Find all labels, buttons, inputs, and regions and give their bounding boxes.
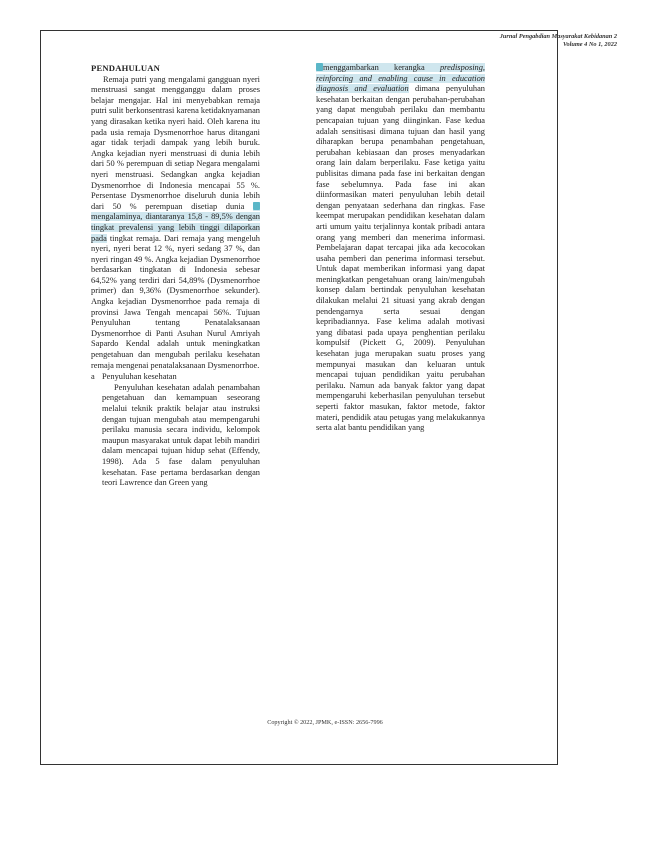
running-header — [500, 33, 617, 49]
left-column — [91, 63, 260, 489]
journal-name: Jurnal Pengabdian Masyarakat Kebidanan 2 — [499, 33, 617, 40]
highlight-marker-icon[interactable] — [253, 202, 260, 210]
subsection-heading — [91, 372, 260, 383]
subsection-title: Penyuluhan kesehatan — [102, 372, 177, 382]
subsection-paragraph: Penyuluhan kesehatan adalah penambahan pengetahuan dan kemampuan seseorang melalui teknik praktik belajar atau instruksi dengan tujuan mengubah atau mempengaruhi perilaku manusia secara individu, kelompok maupun masyarakat untuk dapat lebih mandiri dalam mencapai tujuan hidup sehat (Effendy, 1998). Ada 5 fase dalam penyuluhan kesehatan. Fase pertama berdasarkan dengan teori Lawrence dan Green yang — [102, 382, 260, 488]
right-column — [316, 63, 485, 434]
highlight-marker-icon[interactable] — [316, 63, 323, 71]
page-footer: Copyright © 2022, JPMK, e-ISSN: 2656-7996 — [267, 719, 383, 726]
continued-text: dimana penyuluhan kesehatan berkaitan dengan perubahan-perubahan yang dapat mengubah perilaku dan membantu pencapaian tujuan yang diinginkan. Fase kedua adalah sensitisasi dimana tujuan dan hasil yang diharapkan berupa penambahan pengetahuan, perubahan kebiasaan dan proses menyadarkan orang lain dalam berperilaku. Fase ketiga yaitu publisitas dimana pada fase ini berkaitan dengan fase sebelumnya. Pada fase ini akan diinformasikan materi penyuluhan lebih detail dengan penyataan sederhana dan ringkas. Fase keempat merupakan pendidikan kesehatan dalam arti umum yaitu terjalinnya kontak pribadi antara orang yang memberi dan menerima informasi. Pembelajaran dapat tercapai jika ada kecocokan usaha pemberi dan penerima informasi tersebut. Untuk dapat memberikan informasi yang dapat meningkatkan pengetahuan orang lain/mengubah konsep dalam bertindak penyuluhan kesehatan dilakukan melalui 21 situasi yang akrab dengan pendengarnya serta sesuai dengan kepribadiannya. Fase kelima adalah motivasi yang dibatasi pada upaya penghentian perilaku kompulsif (Pickett G, 2009). Penyuluhan kesehatan juga merupakan suatu proses yang mempunyai masukan dan keluaran untuk mencapai tujuan pendidikan yaitu perubahan perilaku. Namun ada banyak faktor yang dapat mempengaruhi keberhasilan penyuluhan tersebut seperti faktor masukan, faktor metode, faktor materi, pendidik atau petugas yang melakukannya serta alat bantu pendidikan yang — [316, 84, 485, 433]
highlighted-italic: predisposing, reinforcing and enabling cause in education diagnosis and evaluation — [316, 63, 485, 94]
intro-text-a: Remaja putri yang mengalami gangguan nyeri menstruasi sangat mengganggu dalam proses belajar mengajar. Hal ini menyebabkan remaja putri sulit berkonsentrasi karena ketidaknyamanan yang dirasakan ketika nyeri haid. Oleh karena itu pada usia remaja Dysmenorrhoe harus ditangani agar tidak terjadi dampak yang lebih buruk. Angka kejadian nyeri menstruasi di dunia lebih dari 50 % perempuan di setiap Negara mengalami nyeri menstruasi. Sedangkan angka kejadian Dysmenorrhoe di Indonesia mencapai 55 %. Persentase Dysmenorrhoe diseluruh dunia lebih dari 50 % perempuan disetiap dunia — [91, 74, 260, 211]
highlighted-text: mengalaminya, diantaranya 15,8 - 89,5% dengan tingkat prevalensi yang lebih tinggi dilaporkan pada — [91, 212, 260, 243]
highlighted-lead: menggambarkan kerangka — [323, 63, 440, 72]
intro-text-b: tingkat remaja. Dari remaja yang mengeluh nyeri, nyeri berat 12 %, nyeri sedang 37 %, dan nyeri ringan 49 %. Angka kejadian Dysmenorrhoe berdasarkan tingkatan di Indonesia sebesar 64,52% yang terdiri dari 54,89% (Dysmenorrhoe primer) dan 9,36% (Dysmenorrhoe sekunder). Angka kejadian Dysmenorrhoe pada remaja di provinsi Jawa Tengah mencapai 56%. Tujuan Penyuluhan tentang Penatalaksanaan Dysmenorrhoe di Panti Asuhan Nurul Amriyah Sapardo Kendal adalah untuk meningkatkan pengetahuan dan mengubah perilaku kesehatan remaja mengenai penatalaksanaan Dysmenorrhoe. — [91, 233, 260, 370]
subsection-letter: a — [91, 372, 95, 382]
intro-paragraph — [91, 75, 260, 372]
journal-volume: Volume 4 No 1, 2022 — [562, 41, 617, 48]
continued-paragraph — [316, 63, 485, 434]
section-title: PENDAHULUAN — [91, 63, 161, 73]
